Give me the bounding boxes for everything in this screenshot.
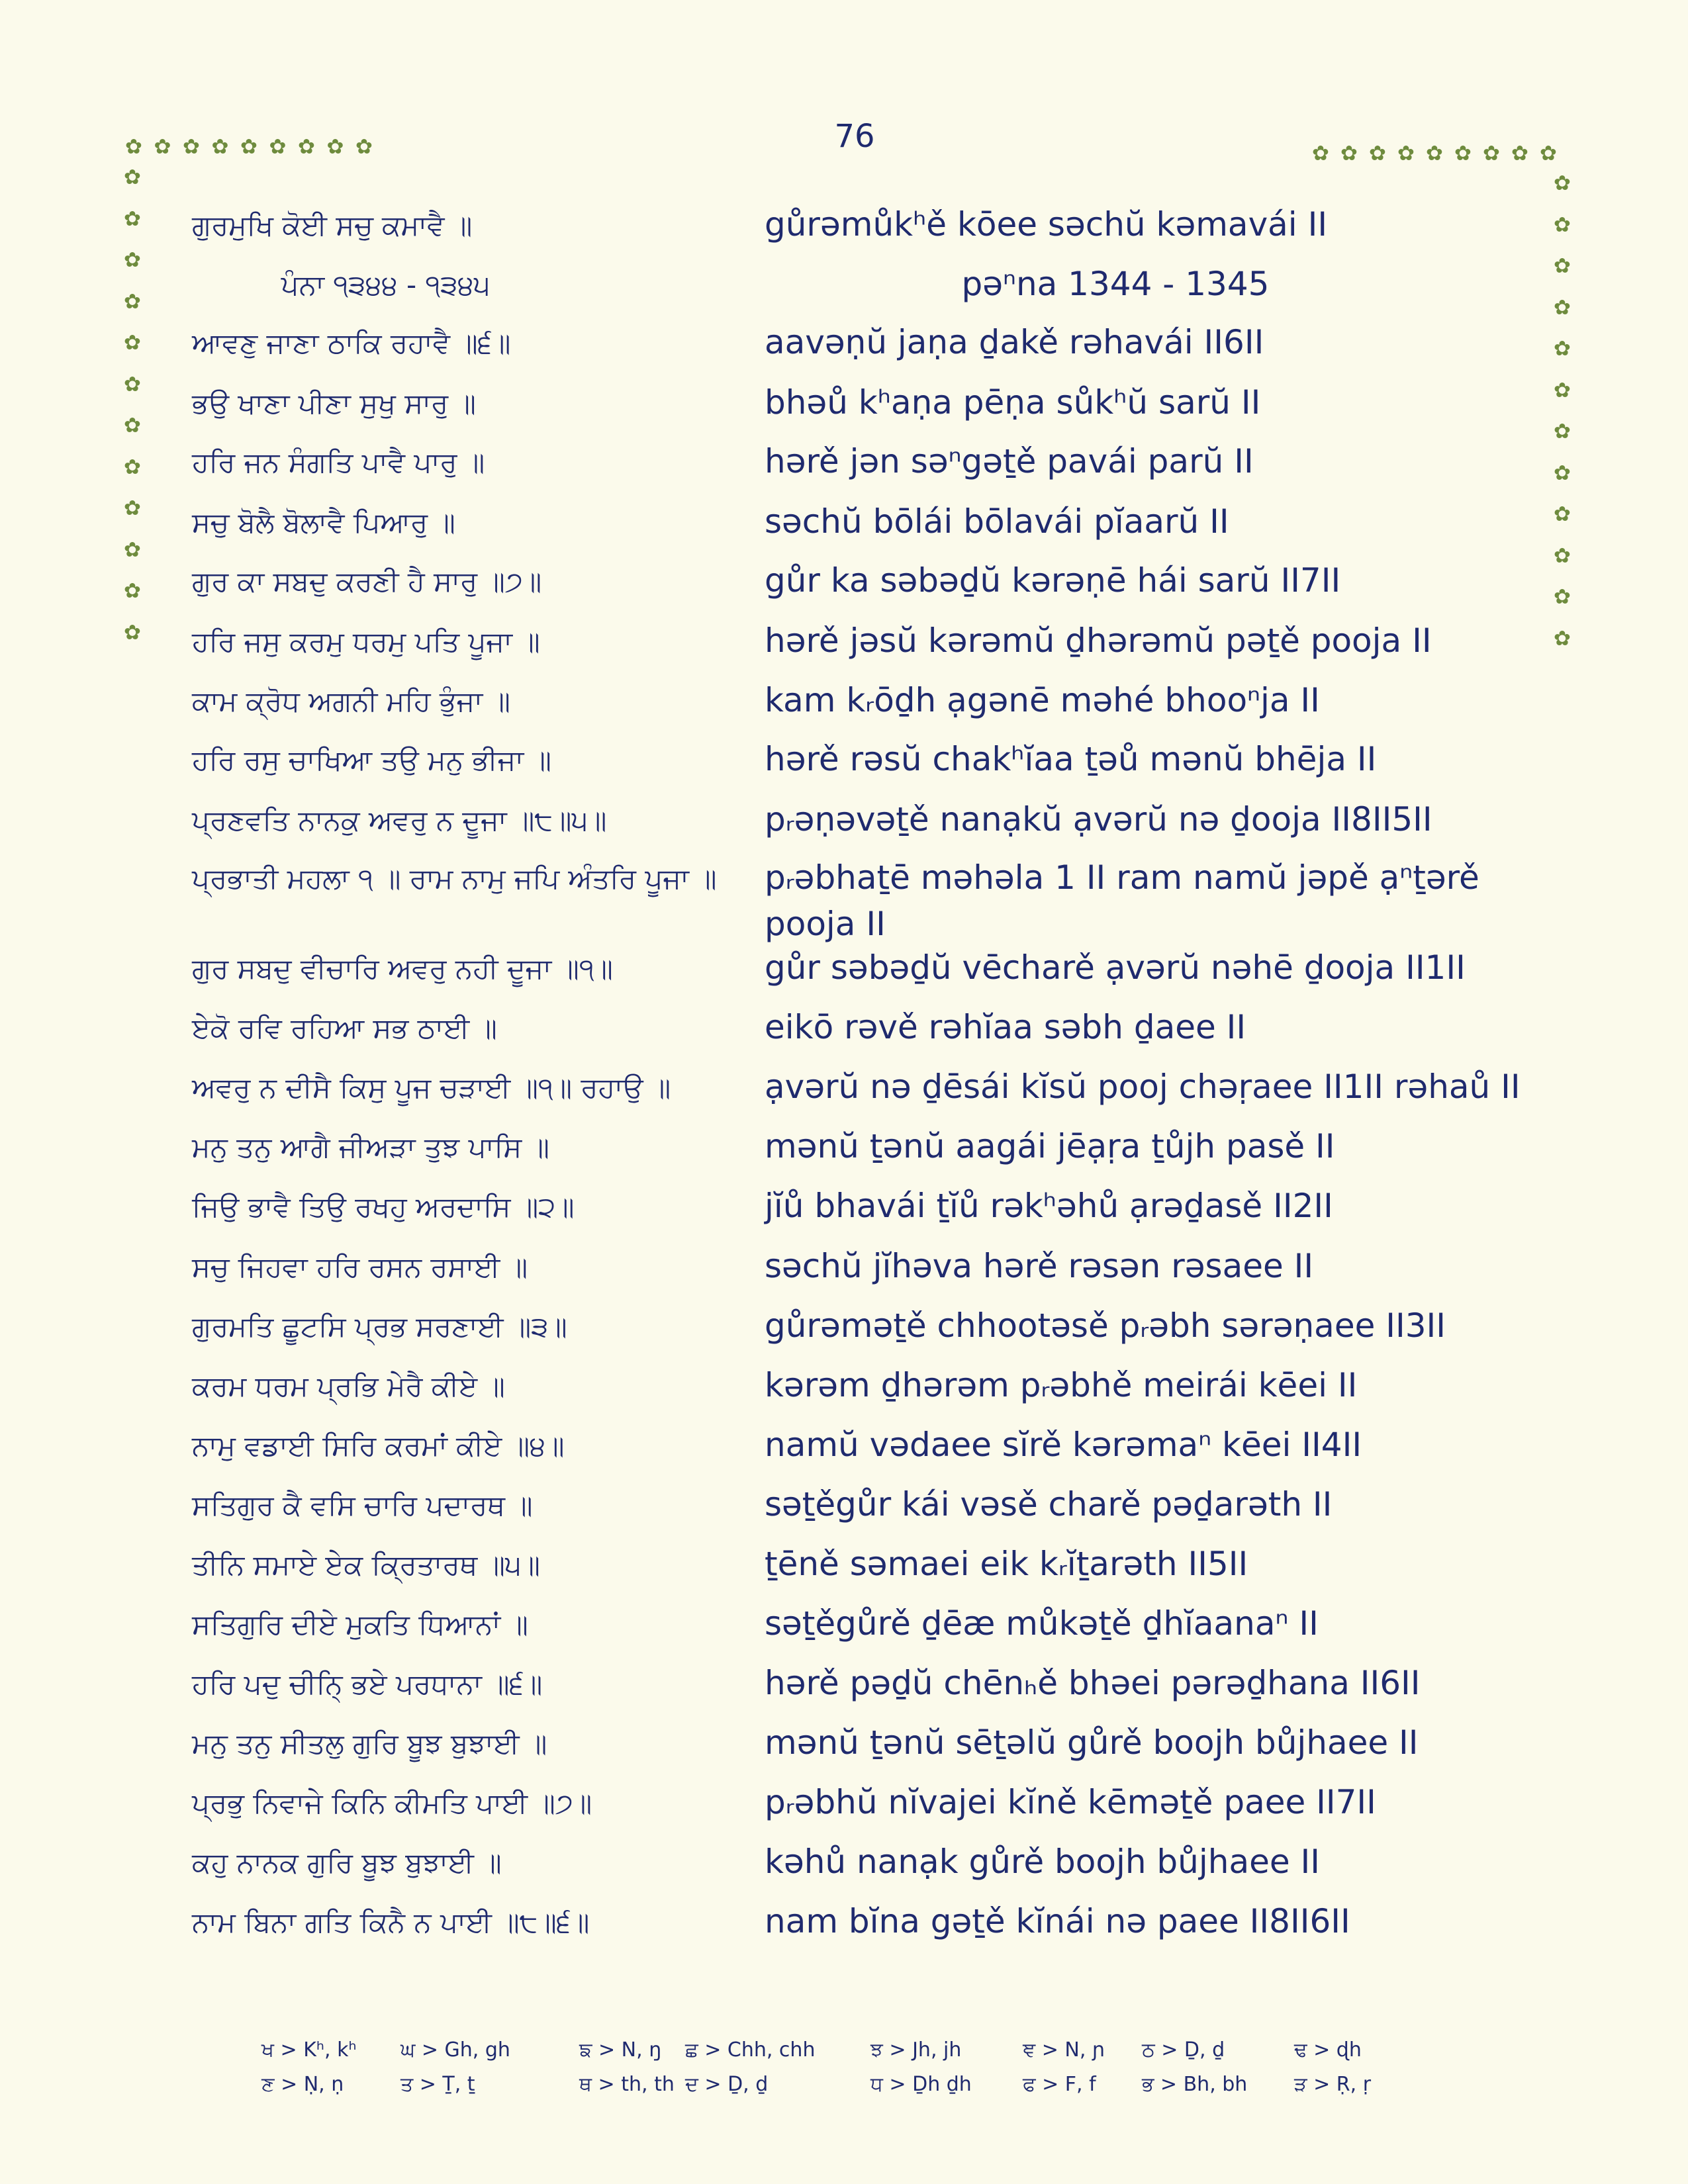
gurmukhi-text: ਨਾਮੁ ਵਡਾਈ ਸਿਰਿ ਕਰਮਾਂ ਕੀਏ ॥੪॥: [192, 1430, 565, 1462]
flower-ornament-icon: ✿: [326, 135, 344, 159]
legend-item: ਫ > F, f: [1023, 2073, 1096, 2096]
transliteration-text: hərě jəsŭ kərəmŭ ḏhərəmŭ pəṯě pooja II: [765, 621, 1432, 660]
flower-ornament-icon: ✿: [1554, 461, 1571, 485]
flower-ornament-icon: ✿: [1554, 378, 1571, 402]
transliteration-text: pᵣəbhŭ nĭvajei kĭně kēməṯě paee II7II: [765, 1783, 1376, 1821]
flower-ornament-icon: ✿: [124, 414, 141, 437]
flower-ornament-icon: ✿: [124, 620, 141, 645]
transliteration-text: ṯēně səmaei eik kᵣĭṯarəth II5II: [765, 1545, 1248, 1583]
legend-item: ਝ > Jh, jh: [870, 2038, 962, 2062]
flower-ornament-icon: ✿: [1483, 142, 1500, 165]
flower-ornament-icon: ✿: [1540, 142, 1557, 165]
legend-item: ਦ > Ḏ, ḏ: [685, 2073, 769, 2096]
legend-item: ੜ > Ṛ, ṛ: [1294, 2073, 1372, 2096]
transliteration-text: nam bĭna gəṯě kĭnái nə paee II8II6II: [765, 1902, 1350, 1940]
flower-ornament-icon: ✿: [124, 579, 141, 603]
transliteration-text: gůrəməṯě chhootəsě pᵣəbh sərəṇaee II3II: [765, 1306, 1446, 1345]
flower-ornament-icon: ✿: [183, 135, 200, 159]
gurmukhi-text: ਕਹੁ ਨਾਨਕ ਗੁਰਿ ਬੂਝ ਬੁਝਾਈ ॥: [192, 1846, 502, 1879]
flower-ornament-icon: ✿: [124, 165, 141, 189]
transliteration-text: hərě rəsŭ chakʰĭaa ṯəů mənŭ bhēja II: [765, 740, 1377, 778]
flower-ornament-icon: ✿: [1454, 142, 1472, 165]
gurmukhi-text: ਗੁਰ ਸਬਦੁ ਵੀਚਾਰਿ ਅਵਰੁ ਨਹੀ ਦੂਜਾ ॥੧॥: [192, 952, 613, 985]
gurmukhi-text: ਭਉ ਖਾਣਾ ਪੀਣਾ ਸੁਖੁ ਸਾਰੁ ॥: [192, 387, 476, 420]
flower-ornament-icon: ✿: [1554, 502, 1571, 526]
transliteration-text: bhəů kʰaṇa pēṇa sůkʰŭ sarŭ II: [765, 383, 1261, 422]
legend-item: ਥ > th, th: [579, 2073, 675, 2096]
transliteration-text: mənŭ ṯənŭ aagái jēạṛa ṯůjh pasě II: [765, 1127, 1335, 1165]
gurmukhi-text: ਸਤਿਗੁਰਿ ਦੀਏ ਮੁਕਤਿ ਧਿਆਨਾਂ ॥: [192, 1608, 528, 1641]
gurmukhi-text: ਹਰਿ ਰਸੁ ਚਾਖਿਆ ਤਉ ਮਨੁ ਭੀਜਾ ॥: [192, 744, 551, 776]
flower-ornament-icon: ✿: [1340, 142, 1358, 165]
gurmukhi-text: ਪ੍ਰਣਵਤਿ ਨਾਨਕੁ ਅਵਰੁ ਨ ਦੂਜਾ ॥੮॥੫॥: [192, 804, 607, 837]
flower-ornament-icon: ✿: [1397, 142, 1415, 165]
gurmukhi-text: ਹਰਿ ਪਦੁ ਚੀਨਿ੍ ਭਏ ਪਰਧਾਨਾ ॥੬॥: [192, 1668, 543, 1700]
gurmukhi-text: ਜਿਉ ਭਾਵੈ ਤਿਉ ਰਖਹੁ ਅਰਦਾਸਿ ॥੨॥: [192, 1191, 575, 1223]
gurmukhi-text: ਹਰਿ ਜਨ ਸੰਗਤਿ ਪਾਵੈ ਪਾਰੁ ॥: [192, 446, 485, 478]
gurmukhi-text: ਗੁਰਮਤਿ ਛੂਟਸਿ ਪ੍ਰਭ ਸਰਣਾਈ ॥੩॥: [192, 1310, 567, 1343]
flower-ornament-icon: ✿: [240, 135, 258, 159]
flower-ornament-icon: ✿: [1554, 254, 1571, 278]
flower-ornament-icon: ✿: [1554, 295, 1571, 320]
gurmukhi-text: ਮਨੁ ਤਨੁ ਆਗੈ ਜੀਅੜਾ ਤੁਝ ਪਾਸਿ ॥: [192, 1131, 549, 1163]
flower-ornament-icon: ✿: [124, 537, 141, 562]
flower-ornament-icon: ✿: [1554, 626, 1571, 651]
transliteration-text: kam kᵣōḏh ạgənē məhé bhooⁿja II: [765, 681, 1320, 719]
transliteration-text: aavəṇŭ jaṇa ḏakě rəhavái II6II: [765, 323, 1264, 361]
flower-ornament-icon: ✿: [211, 135, 229, 159]
transliteration-text: kəhů nanạk gůrě boojh bůjhaee II: [765, 1843, 1320, 1881]
flower-ornament-icon: ✿: [124, 206, 141, 231]
legend-item: ਭ > Bh, bh: [1142, 2073, 1248, 2096]
legend-item: ਛ > Chh, chh: [685, 2038, 816, 2062]
flower-ornament-icon: ✿: [1554, 420, 1571, 443]
flower-ornament-icon: ✿: [1554, 171, 1571, 195]
legend-item: ਧ > Ḏh ḏh: [870, 2073, 972, 2096]
page-reference-transliteration: pəⁿna 1344 - 1345: [961, 265, 1270, 303]
flower-ornament-icon: ✿: [124, 289, 141, 314]
gurmukhi-text: ਕਾਮ ਕ੍ਰੋਧ ਅਗਨੀ ਮਹਿ ਭੁੰਜਾ ॥: [192, 685, 510, 717]
legend-item: ਠ > Ḏ, ḏ: [1142, 2038, 1225, 2062]
legend-item: ਢ > ɖh: [1294, 2038, 1362, 2062]
flower-ornament-icon: ✿: [1554, 212, 1571, 237]
legend-item: ਤ > Ṯ, ṯ: [400, 2073, 475, 2096]
legend-item: ਞ > N, ɲ: [1023, 2038, 1105, 2062]
gurmukhi-text: ਕਰਮ ਧਰਮ ਪ੍ਰਭਿ ਮੇਰੈ ਕੀਏ ॥: [192, 1370, 505, 1402]
legend-item: ਣ > Ṇ, ṇ: [261, 2073, 344, 2096]
gurmukhi-text: ਆਵਣੁ ਜਾਣਾ ਠਾਕਿ ਰਹਾਵੈ ॥੬॥: [192, 327, 511, 359]
transliteration-text: pᵣəṇəvəṯě nanạkŭ ạvərŭ nə ḏooja II8II5II: [765, 800, 1432, 839]
transliteration-text: gůr ka səbəḏŭ kərəṇē hái sarŭ II7II: [765, 561, 1341, 600]
gurmukhi-text: ਸਤਿਗੁਰ ਕੈ ਵਸਿ ਚਾਰਿ ਪਦਾਰਥ ॥: [192, 1489, 533, 1522]
gurmukhi-text: ਪ੍ਰਭੁ ਨਿਵਾਜੇ ਕਿਨਿ ਕੀਮਤਿ ਪਾਈ ॥੭॥: [192, 1787, 592, 1819]
flower-ornament-icon: ✿: [125, 135, 142, 159]
flower-ornament-icon: ✿: [124, 248, 141, 272]
legend-item: ਖ > Kʰ, kʰ: [261, 2038, 357, 2062]
flower-ornament-icon: ✿: [124, 372, 141, 396]
flower-ornament-icon: ✿: [1554, 337, 1571, 361]
gurmukhi-text: ਪ੍ਰਭਾਤੀ ਮਹਲਾ ੧ ॥ ਰਾਮ ਨਾਮੁ ਜਪਿ ਅੰਤਰਿ ਪੂਜਾ ॥: [192, 862, 717, 895]
transliteration-text: hərě pəḏŭ chēnₕě bhəei pərəḏhana II6II: [765, 1664, 1421, 1702]
page-reference-gurmukhi: ਪੰਨਾ ੧੩੪੪ - ੧੩੪੫: [281, 269, 491, 301]
transliteration-text: mənŭ ṯənŭ sēṯəlŭ gůrě boojh bůjhaee II: [765, 1723, 1419, 1762]
flower-ornament-icon: ✿: [124, 496, 141, 520]
flower-ornament-icon: ✿: [1554, 585, 1571, 609]
flower-ornament-icon: ✿: [154, 135, 171, 159]
page-number: 76: [834, 118, 875, 155]
gurmukhi-text: ਏਕੋ ਰਵਿ ਰਹਿਆ ਸਭ ਠਾਈ ॥: [192, 1012, 497, 1044]
transliteration-text: ạvərŭ nə ḏēsái kĭsŭ pooj chəṛaee II1II rəhaů II: [765, 1068, 1521, 1106]
legend-item: ਘ > Gh, gh: [400, 2038, 510, 2062]
gurmukhi-text: ਨਾਮ ਬਿਨਾ ਗਤਿ ਕਿਨੈ ਨ ਪਾਈ ॥੮॥੬॥: [192, 1906, 590, 1938]
flower-ornament-icon: ✿: [1369, 142, 1386, 165]
transliteration-text: pᵣəbhaṯē məhəla 1 II ram namŭ jəpě ạⁿṯərě pooja II: [765, 858, 1479, 943]
transliteration-text: səchŭ jĭhəva hərě rəsən rəsaee II: [765, 1247, 1314, 1285]
flower-ornament-icon: ✿: [1312, 142, 1329, 165]
flower-ornament-icon: ✿: [269, 135, 287, 159]
flower-ornament-icon: ✿: [124, 455, 141, 479]
transliteration-text: gůr səbəḏŭ vēcharě ạvərŭ nəhē ḏooja II1II: [765, 948, 1466, 987]
flower-ornament-icon: ✿: [124, 331, 141, 355]
gurmukhi-text: ਗੁਰ ਕਾ ਸਬਦੁ ਕਰਣੀ ਹੈ ਸਾਰੁ ॥੭॥: [192, 565, 542, 598]
gurmukhi-text: ਅਵਰੁ ਨ ਦੀਸੈ ਕਿਸੁ ਪੂਜ ਚੜਾਈ ॥੧॥ ਰਹਾਉ ॥: [192, 1071, 671, 1104]
flower-ornament-icon: ✿: [1511, 142, 1528, 165]
flower-ornament-icon: ✿: [298, 135, 315, 159]
gurmukhi-text: ਮਨੁ ਤਨੁ ਸੀਤਲੁ ਗੁਰਿ ਬੂਝ ਬੁਝਾਈ ॥: [192, 1727, 547, 1760]
transliteration-text: səchŭ bōlái bōlavái pĭaarŭ II: [765, 502, 1229, 541]
flower-ornament-icon: ✿: [1426, 142, 1443, 165]
gurmukhi-text: ਸਚੁ ਬੋਲੈ ਬੋਲਾਵੈ ਪਿਆਰੁ ॥: [192, 506, 455, 539]
transliteration-text: səṯěgůr kái vəsě charě pəḏarəth II: [765, 1485, 1333, 1524]
flower-ornament-icon: ✿: [1554, 543, 1571, 568]
gurmukhi-text: ਤੀਨਿ ਸਮਾਏ ਏਕ ਕ੍ਰਿਤਾਰਥ ॥੫॥: [192, 1549, 540, 1581]
transliteration-text: namŭ vədaee sĭrě kərəmaⁿ kēei II4II: [765, 1426, 1362, 1464]
transliteration-text: eikō rəvě rəhĭaa səbh ḏaee II: [765, 1008, 1246, 1046]
transliteration-text: hərě jən səⁿgəṯě pavái parŭ II: [765, 442, 1254, 480]
transliteration-text: kərəm ḏhərəm pᵣəbhě meirái kēei II: [765, 1366, 1358, 1404]
gurmukhi-text: ਸਚੁ ਜਿਹਵਾ ਹਰਿ ਰਸਨ ਰਸਾਈ ॥: [192, 1251, 528, 1283]
gurmukhi-text: ਗੁਰਮੁਖਿ ਕੋਈ ਸਚੁ ਕਮਾਵੈ ॥: [192, 209, 473, 242]
transliteration-text: jĭů bhavái ṯĭů rəkʰəhů ạrəḏasě II2II: [765, 1187, 1333, 1225]
legend-item: ਙ > N, ŋ: [579, 2038, 662, 2062]
gurmukhi-text: ਹਰਿ ਜਸੁ ਕਰਮੁ ਧਰਮੁ ਪਤਿ ਪੂਜਾ ॥: [192, 625, 540, 658]
transliteration-text: gůrəmůkʰě kōee səchŭ kəmavái II: [765, 205, 1328, 244]
flower-ornament-icon: ✿: [355, 135, 373, 159]
transliteration-text: səṯěgůrě ḏēæ můkəṯě ḏhĭaanaⁿ II: [765, 1604, 1319, 1643]
